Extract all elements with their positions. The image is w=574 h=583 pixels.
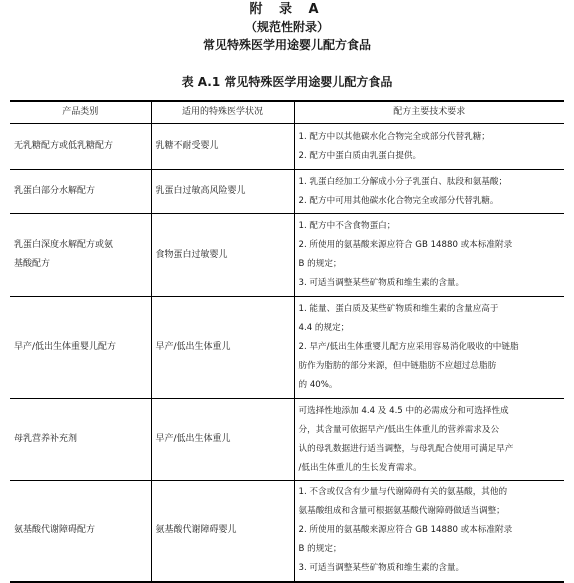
category-cell: [10, 399, 151, 481]
condition-text: 食物蛋白过敏婴儿: [155, 249, 228, 260]
requirements-cell: [294, 481, 564, 582]
table-row: [10, 481, 564, 582]
requirement-line: 1. 配方中不含食物蛋白；: [298, 221, 396, 231]
condition-text: 乳糖不耐受婴儿: [155, 141, 219, 151]
category-cell: [10, 170, 151, 214]
requirements-cell: [294, 124, 564, 170]
requirement-line: 3. 可适当调整某些矿物质和维生素的含量。: [298, 563, 465, 574]
category-text: 乳蛋白深度水解配方或氨: [14, 240, 114, 250]
requirement-line: 2. 配方中可用其他碳水化合物完全或部分代替乳糖。: [298, 195, 499, 206]
requirement-line: B 的规定；: [298, 544, 342, 555]
category-text: 母乳营养补充剂: [14, 434, 78, 444]
table-row: [10, 124, 564, 170]
category-text: 基酸配方: [14, 259, 51, 269]
requirement-line: 氨基酸组成和含量可根据氨基酸代谢障碍做适当调整；: [298, 506, 505, 517]
table-row: [10, 297, 564, 399]
column-header-category: 产品类别: [10, 101, 151, 124]
requirement-line: 分，其含量可依据早产/低出生体重儿的营养需求及公: [298, 424, 500, 435]
requirement-line: 肪作为脂肪的部分来源，但中链脂肪不应超过总脂肪: [298, 361, 497, 371]
table-row: [10, 399, 564, 481]
appendix-subtitle: 常见特殊医学用途婴儿配方食品: [202, 38, 371, 52]
requirement-line: 1. 乳蛋白经加工分解成小分子乳蛋白、肽段和氨基酸；: [298, 176, 508, 187]
category-text: 无乳糖配方或低乳糖配方: [14, 141, 114, 151]
requirement-line: 认的母乳数据进行适当调整，与母乳配合使用可满足早产: [298, 443, 514, 454]
condition-text: 氨基酸代谢障碍婴儿: [155, 525, 237, 536]
condition-cell: [151, 170, 294, 214]
requirements-cell: [294, 170, 564, 214]
requirement-line: B 的规定；: [298, 259, 342, 269]
column-header-requirements: 配方主要技术要求: [294, 101, 564, 124]
requirement-line: 的 40%。: [298, 380, 338, 390]
category-cell: [10, 297, 151, 399]
condition-cell: [151, 399, 294, 481]
condition-cell: [151, 481, 294, 582]
requirement-line: 1. 能量、蛋白质及某些矿物质和维生素的含量应高于: [298, 304, 499, 314]
appendix-title: 附 录 A: [249, 2, 325, 17]
condition-text: 乳蛋白过敏高风险婴儿: [155, 186, 246, 196]
requirement-line: 2. 所使用的氨基酸来源应符合 GB 14880 或本标准附录: [298, 240, 513, 250]
condition-cell: [151, 124, 294, 170]
table-header-row: [10, 101, 564, 124]
appendix-nature: （规范性附录）: [244, 20, 329, 34]
category-text: 早产/低出生体重婴儿配方: [14, 342, 117, 352]
requirements-cell: [294, 214, 564, 297]
table-row: [10, 170, 564, 214]
requirement-line: 2. 早产/低出生体重婴儿配方应采用容易消化吸收的中链脂: [298, 342, 519, 352]
requirement-line: 4.4 的规定；: [298, 323, 350, 333]
condition-text: 早产/低出生体重儿: [155, 342, 231, 352]
condition-cell: [151, 214, 294, 297]
requirement-line: 1. 不含或仅含有少量与代谢障碍有关的氨基酸，其他的: [298, 487, 508, 498]
requirement-line: /低出生体重儿的生长发育需求。: [298, 462, 422, 473]
table-caption: 表 A.1 常见特殊医学用途婴儿配方食品: [181, 75, 393, 89]
category-cell: [10, 481, 151, 582]
category-cell: [10, 124, 151, 170]
requirements-cell: [294, 399, 564, 481]
condition-cell: [151, 297, 294, 399]
requirement-line: 2. 所使用的氨基酸来源应符合 GB 14880 或本标准附录: [298, 525, 513, 536]
column-header-condition: 适用的特殊医学状况: [151, 101, 294, 124]
category-text: 乳蛋白部分水解配方: [14, 186, 96, 196]
condition-text: 早产/低出生体重儿: [155, 434, 231, 444]
requirement-line: 3. 可适当调整某些矿物质和维生素的含量。: [298, 278, 465, 288]
category-text: 氨基酸代谢障碍配方: [14, 525, 96, 536]
formula-table: [10, 100, 564, 583]
requirement-line: 1. 配方中以其他碳水化合物完全或部分代替乳糖；: [298, 131, 490, 142]
requirements-cell: [294, 297, 564, 399]
table-row: [10, 214, 564, 297]
requirement-line: 可选择性地添加 4.4 及 4.5 中的必需成分和可选择性成: [298, 405, 509, 416]
category-cell: [10, 214, 151, 297]
requirement-line: 2. 配方中蛋白质由乳蛋白提供。: [298, 150, 422, 161]
